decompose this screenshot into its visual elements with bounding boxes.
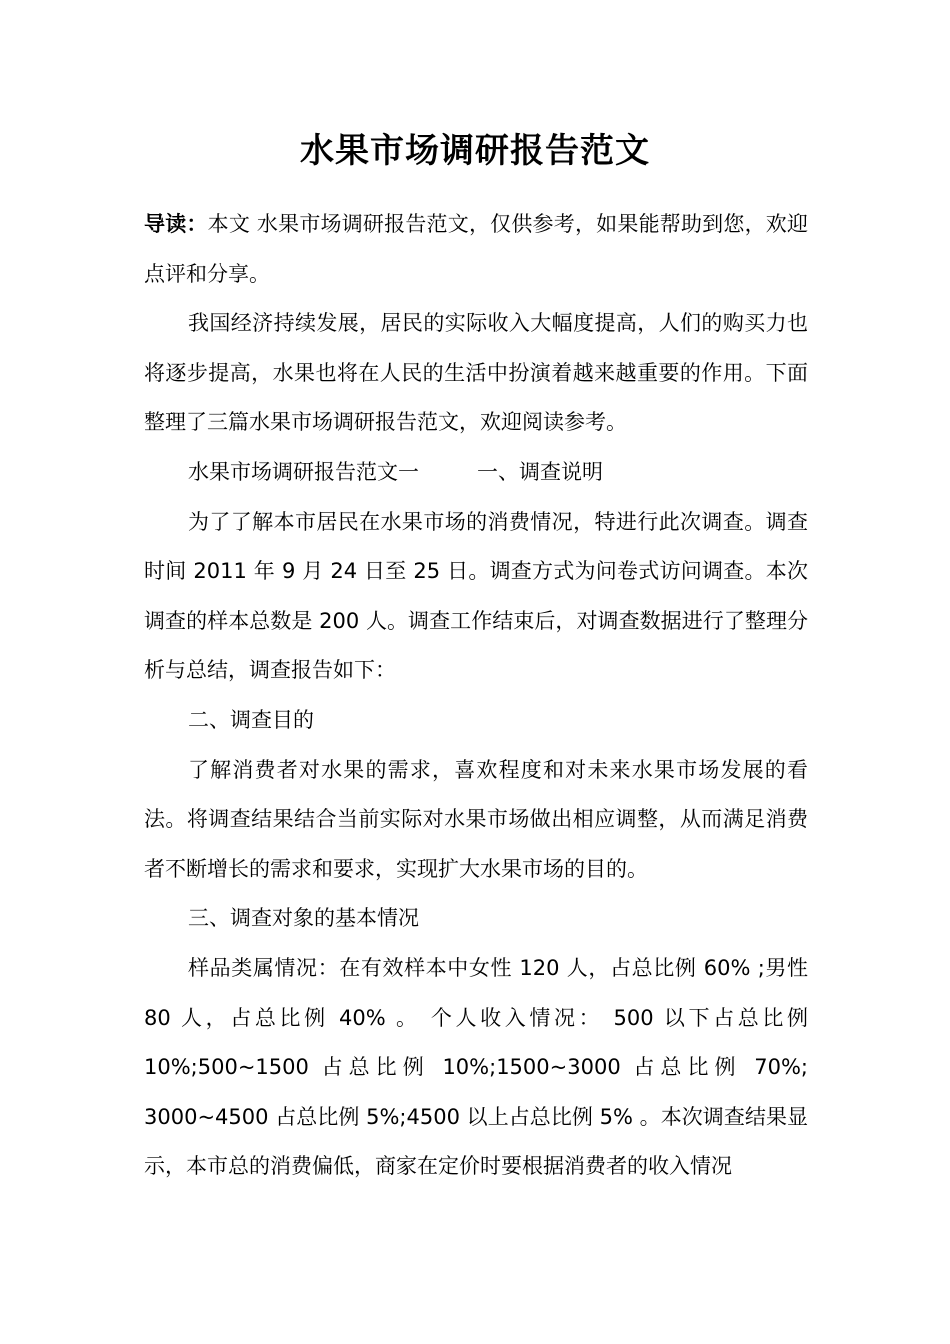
intro-label: 导读： xyxy=(144,212,208,236)
intro-text: 本文 水果市场调研报告范文，仅供参考，如果能帮助到您，欢迎点评和分享。 xyxy=(144,212,808,286)
document-title: 水果市场调研报告范文 xyxy=(300,131,650,171)
document-body xyxy=(144,200,808,1192)
paragraph-2: 为了了解本市居民在水果市场的消费情况，特进行此次调查。调查时间 2011 年 9 月 24 日至 25 日。调查方式为问卷式访问调查。本次调查的样本总数是 200 人。调查工作结束后，对调查数据进行了整理分析与总结，调查报告如下： xyxy=(144,509,808,683)
section-1-subheading: 一、调查说明 xyxy=(477,459,603,484)
heading-2: 二、调查目的 xyxy=(188,707,314,732)
paragraph-4: 样品类属情况：在有效样本中女性 120 人，占总比例 60% ;男性 80 人，占总比例 40% 。 个人收入情况： 500 以下占总比例 10%;500~1500 占总比例 10%;1500~3000 占总比例 70%; 3000~4500 占总比例 5%;4500 以上占总比例 5% 。本次调查结果显示，本市总的消费偏低，商家在定价时要根据消费者的收入情况 xyxy=(144,955,808,1179)
paragraph-1: 我国经济持续发展，居民的实际收入大幅度提高，人们的购买力也将逐步提高，水果也将在人民的生活中扮演着越来越重要的作用。下面整理了三篇水果市场调研报告范文，欢迎阅读参考。 xyxy=(144,311,808,435)
intro-paragraph xyxy=(144,200,808,299)
section-1-heading-line xyxy=(144,448,808,498)
heading-3: 三、调查对象的基本情况 xyxy=(188,906,419,931)
paragraph-3: 了解消费者对水果的需求，喜欢程度和对未来水果市场发展的看法。将调查结果结合当前实际对水果市场做出相应调整，从而满足消费者不断增长的需求和要求，实现扩大水果市场的目的。 xyxy=(144,757,808,881)
section-1-heading: 水果市场调研报告范文一 xyxy=(188,459,419,484)
